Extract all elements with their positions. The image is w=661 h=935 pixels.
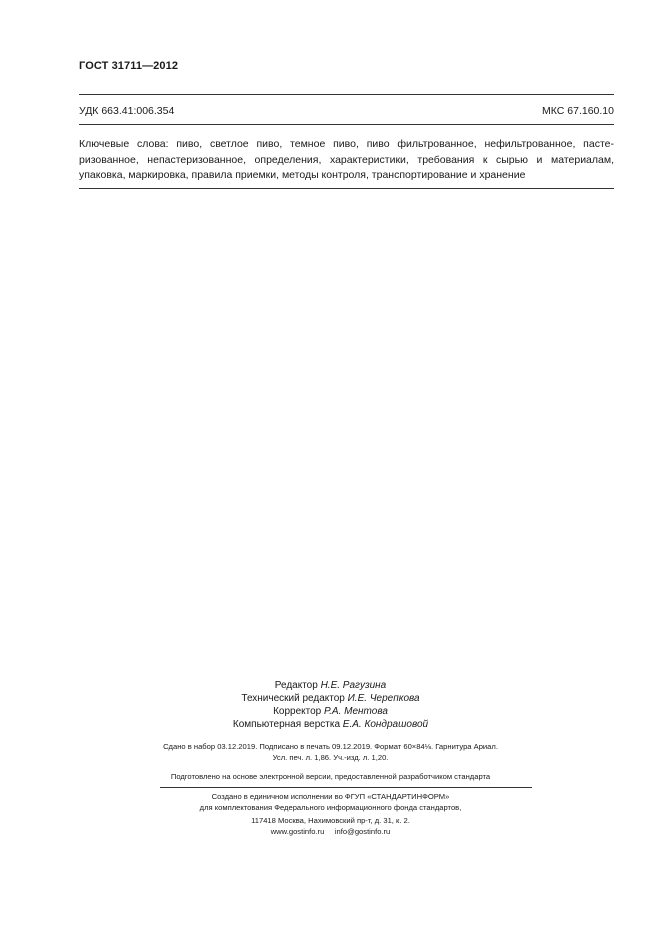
publisher-divider [160, 787, 532, 788]
document-code: ГОСТ 31711—2012 [79, 60, 179, 72]
publisher-web-line [0, 826, 661, 837]
credits-block [0, 679, 661, 731]
mks-code: МКС 67.160.10 [542, 105, 614, 117]
credit-tech-editor [0, 692, 661, 705]
credit-name: Н.Е. Рагузина [320, 680, 387, 691]
credit-editor [0, 679, 661, 692]
credit-role: Компьютерная верстка [232, 719, 341, 730]
credit-layout [0, 718, 661, 731]
classification-divider [79, 124, 614, 125]
publisher-line: для комплектования Федерального информационного фонда стандартов, [199, 803, 462, 812]
publisher-info [0, 791, 661, 813]
header-divider [79, 94, 614, 95]
credit-role: Технический редактор [241, 693, 345, 704]
credit-role: Корректор [273, 706, 322, 717]
keywords-divider [79, 188, 614, 189]
udk-code: УДК 663.41:006.354 [79, 105, 175, 117]
keywords-line: Ключевые слова: пиво, светлое пиво, темное пиво, пиво фильтрованное, нефильтрованное, пасте- [79, 138, 614, 150]
print-info-line: Усл. печ. л. 1,86. Уч.-изд. л. 1,20. [272, 753, 389, 762]
publisher-contacts [0, 815, 661, 837]
keywords-paragraph [79, 137, 614, 184]
credit-name: Е.А. Кондрашовой [342, 719, 429, 730]
print-info [0, 741, 661, 763]
prepared-note: Подготовлено на основе электронной версии, предоставленной разработчиком стандарта [170, 772, 491, 781]
publisher-line: Создано в единичном исполнении во ФГУП «СТАНДАРТИНФОРМ» [211, 792, 450, 801]
credit-name: Р.А. Ментова [324, 706, 388, 717]
publisher-address: 117418 Москва, Нахимовский пр-т, д. 31, к. 2. [251, 816, 410, 825]
keywords-line: ризованное, непастеризованное, определения, характеристики, требования к сырью и материалам, [79, 153, 614, 166]
publisher-email-link[interactable]: info@gostinfo.ru [334, 827, 391, 836]
print-info-line: Сдано в набор 03.12.2019. Подписано в печать 09.12.2019. Формат 60×84⅛. Гарнитура Ариал. [163, 742, 498, 751]
credit-role: Редактор [274, 680, 318, 691]
keywords-line: упаковка, маркировка, правила приемки, методы контроля, транспортирование и хранение [79, 169, 526, 181]
publisher-website-link[interactable]: www.gostinfo.ru [270, 827, 325, 836]
credit-name: И.Е. Черепкова [347, 693, 420, 704]
credit-proofreader [0, 705, 661, 718]
